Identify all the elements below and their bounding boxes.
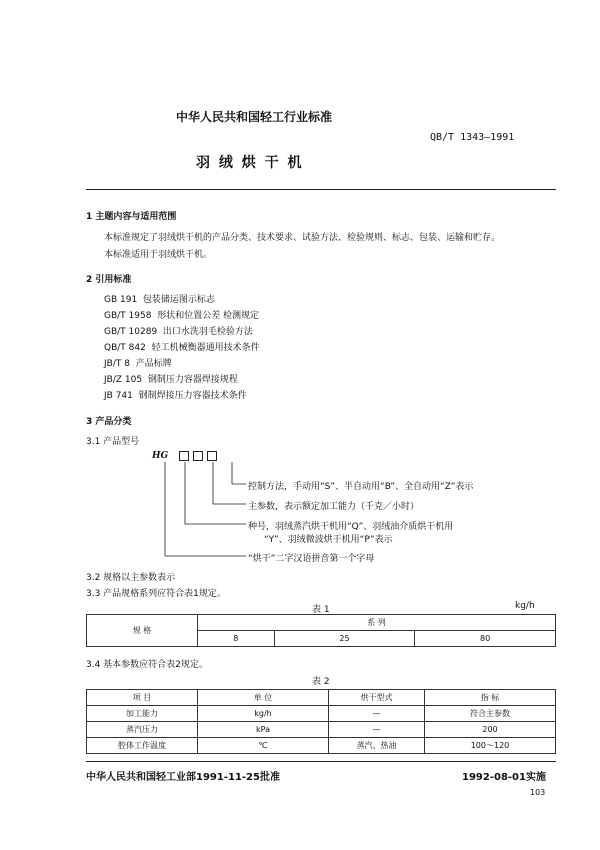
page-number: 103: [530, 788, 546, 797]
section-1-heading: 1 主题内容与适用范围: [86, 212, 177, 222]
document-title: 羽 绒 烘 干 机: [196, 155, 304, 171]
table-1-series-label: 系 列: [198, 615, 556, 631]
footer-divider: [86, 761, 556, 762]
reference-list: [104, 292, 260, 404]
table-header-cell: 指 标: [425, 690, 556, 706]
table-row: [87, 722, 556, 738]
table-cell: kPa: [198, 722, 329, 738]
section-1-paragraph-2: 本标准适用于羽绒烘干机。: [104, 250, 213, 260]
section-3-heading: 3 产品分类: [86, 417, 132, 427]
table-row: [87, 738, 556, 754]
table-cell: 加工能力: [87, 706, 198, 722]
table-2-title: 表 2: [312, 677, 330, 687]
section-3-2: 3.2 规格以主参数表示: [86, 573, 176, 583]
table-cell: 25: [274, 631, 415, 647]
section-3-1-heading: 3.1 产品型号: [86, 437, 140, 447]
section-3-4: 3.4 基本参数应符合表2规定。: [86, 660, 208, 670]
table-cell: ℃: [198, 738, 329, 754]
model-box-capacity: [193, 451, 203, 461]
reference-item: QB/T 842 轻工机械衡器通用技术条件: [104, 343, 260, 353]
header-divider: [86, 189, 556, 190]
table-1-unit: kg/h: [515, 601, 535, 611]
reference-item: JB/T 8 产品标牌: [104, 359, 172, 369]
table-cell: 200: [425, 722, 556, 738]
issuing-org: 中华人民共和国轻工行业标准: [176, 110, 333, 124]
model-desc-capacity: 主参数，表示额定加工能力（千克／小时）: [248, 502, 420, 512]
model-desc-control: 控制方法，手动用“S”、半自动用“B”、全自动用“Z”表示: [248, 482, 474, 492]
approval-line: 中华人民共和国轻工业部1991-11-25批准: [86, 772, 280, 783]
standard-code: QB/T 1343—1991: [430, 132, 515, 143]
table-cell: 腔体工作温度: [87, 738, 198, 754]
table-cell: 80: [415, 631, 556, 647]
reference-item: JB 741 钢制焊接压力容器技术条件: [104, 391, 247, 401]
table-row: [87, 706, 556, 722]
table-header-cell: 烘干型式: [329, 690, 425, 706]
table-1-row-label: 规 格: [87, 615, 198, 647]
model-box-control: [207, 451, 217, 461]
model-boxes: [179, 451, 221, 462]
model-desc-prefix: “烘干”二字汉语拼音第一个字母: [248, 554, 375, 564]
model-desc-type-2: “Y”、羽绒微波烘干机用“P”表示: [264, 535, 393, 545]
model-desc-type-1: 种号，羽绒蒸汽烘干机用“Q”、羽绒油介质烘干机用: [248, 522, 454, 532]
table-cell: 符合主参数: [425, 706, 556, 722]
reference-item: GB/T 1958 形状和位置公差 检测规定: [104, 311, 260, 321]
table-cell: —: [329, 706, 425, 722]
reference-item: JB/Z 105 钢制压力容器焊接规程: [104, 375, 238, 385]
table-2: [86, 689, 556, 754]
table-header-row: [87, 690, 556, 706]
model-prefix: HG: [152, 451, 169, 461]
reference-item: GB 191 包装储运图示标志: [104, 295, 215, 305]
table-cell: 蒸汽压力: [87, 722, 198, 738]
section-2-heading: 2 引用标准: [86, 275, 132, 285]
table-cell: 8: [198, 631, 275, 647]
model-box-type: [179, 451, 189, 461]
table-header-cell: 项 目: [87, 690, 198, 706]
effective-date: 1992-08-01实施: [462, 772, 546, 783]
reference-item: GB/T 10289 出口水洗羽毛检验方法: [104, 327, 253, 337]
table-cell: 蒸汽、热油: [329, 738, 425, 754]
section-3-3: 3.3 产品规格系列应符合表1规定。: [86, 589, 226, 599]
table-cell: kg/h: [198, 706, 329, 722]
table-header-cell: 单 位: [198, 690, 329, 706]
table-1-title: 表 1: [312, 605, 330, 615]
model-leader-lines: [150, 462, 250, 562]
table-cell: 100～120: [425, 738, 556, 754]
table-row: [87, 615, 556, 631]
table-cell: —: [329, 722, 425, 738]
table-1: [86, 614, 556, 647]
section-1-paragraph-1: 本标准规定了羽绒烘干机的产品分类、技术要求、试验方法、检验规则、标志、包装、运输和贮存。: [104, 233, 501, 243]
